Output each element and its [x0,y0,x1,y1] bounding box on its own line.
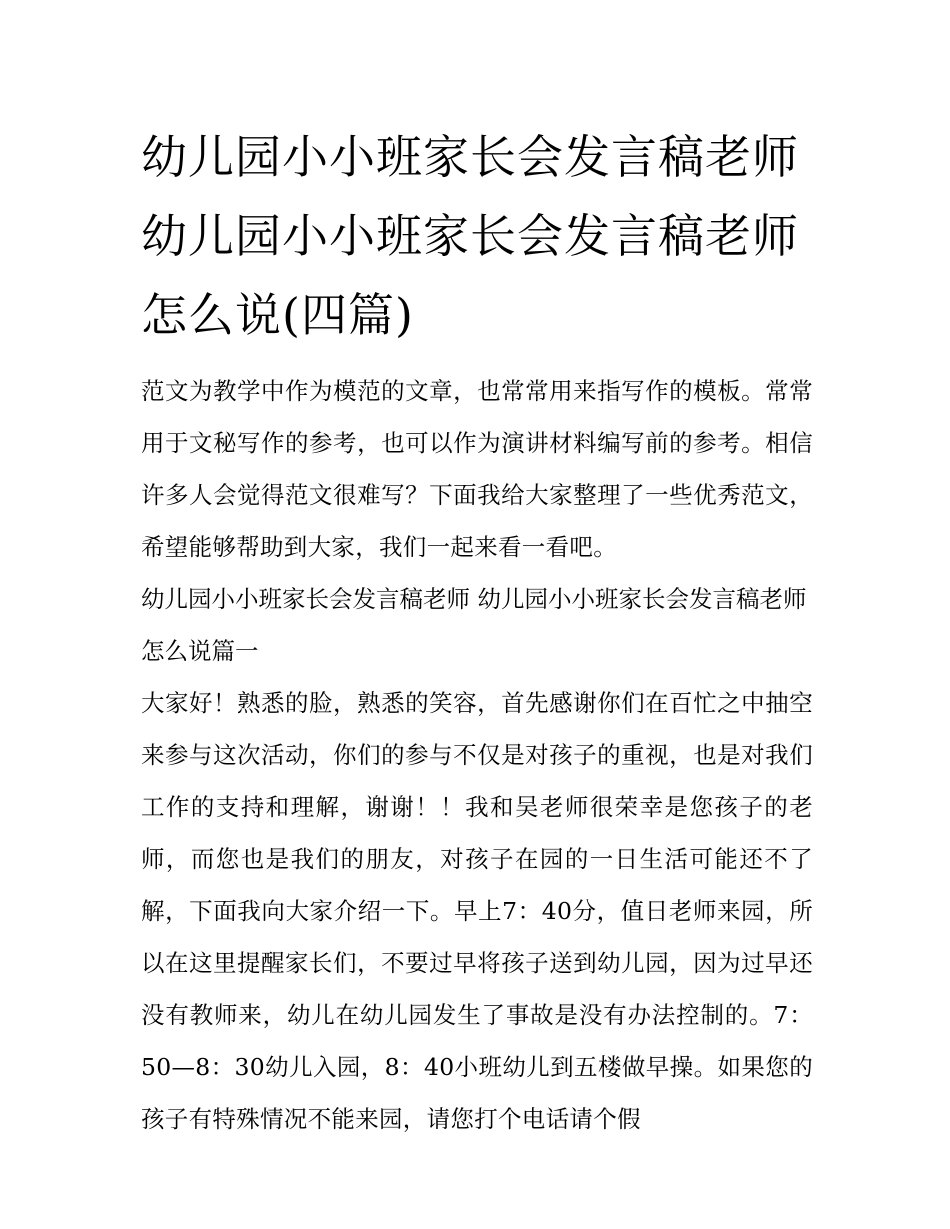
intro-paragraph: 范文为教学中作为模范的文章，也常常用来指写作的模板。常常用于文秘写作的参考，也可以作为演讲材料编写前的参考。相信许多人会觉得范文很难写？下面我给大家整理了一些优秀范文，希望能够帮助到大家，我们一起来看一看吧。 [141,377,813,561]
body-paragraph: 大家好！熟悉的脸，熟悉的笑容，首先感谢你们在百忙之中抽空来参与这次活动，你们的参与不仅是对孩子的重视，也是对我们工作的支持和理解，谢谢！！我和吴老师很荣幸是您孩子的老师，而您也是我们的朋友，对孩子在园的一日生活可能还不了解，下面我向大家介绍一下。早上7：40分，值日老师来园，所以在这里提醒家长们，不要过早将孩子送到幼儿园，因为过早还没有教师来，幼儿在幼儿园发生了事故是没有办法控制的。7：50—8：30幼儿入园，8：40小班幼儿到五楼做早操。如果您的孩子有特殊情况不能来园，请您打个电话请个假 [141,689,813,1133]
document-content [141,118,813,1145]
document-title: 幼儿园小小班家长会发言稿老师 幼儿园小小班家长会发言稿老师怎么说(四篇) [141,130,799,342]
section-heading: 幼儿园小小班家长会发言稿老师 幼儿园小小班家长会发言稿老师怎么说篇一 [141,585,807,665]
